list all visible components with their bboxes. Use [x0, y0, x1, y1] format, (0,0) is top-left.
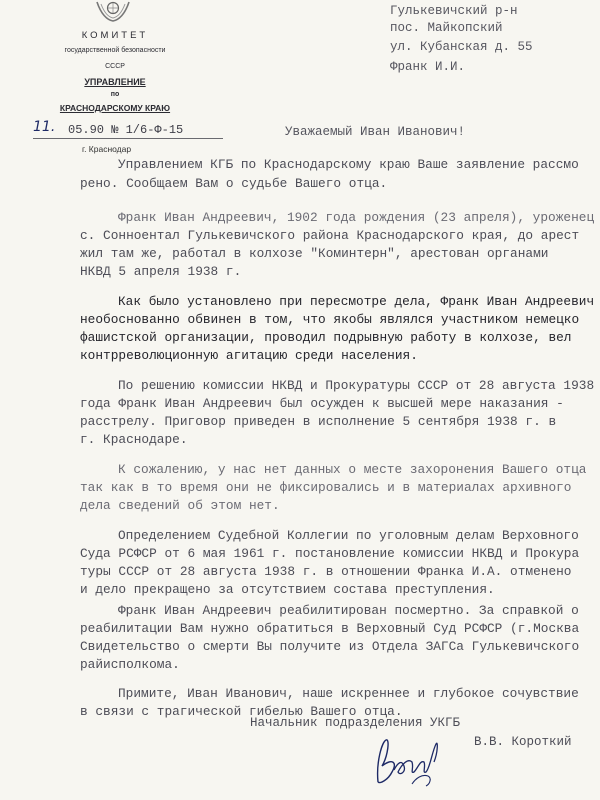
body-line: Франк Иван Андреевич, 1902 года рождения (23 апреля), уроженец [118, 210, 595, 225]
letterhead-security: государственной безопасности [64, 47, 166, 54]
body-line: и дело прекращено за отсутствием состава преступления. [80, 582, 495, 597]
body-line: жил там же, работал в колхозе "Коминтерн", арестован органами [80, 246, 549, 261]
handwritten-signature [372, 722, 447, 794]
letterhead-region: КРАСНОДАРСКОМУ КРАЮ [59, 103, 171, 113]
addressee-name: Франк И.И. [390, 60, 466, 74]
letterhead-directorate: УПРАВЛЕНИЕ [84, 77, 146, 87]
signatory-name: В.В. Короткий [474, 735, 572, 749]
body-line: Управлением КГБ по Краснодарскому краю Ваше заявление рассмо [118, 157, 579, 172]
body-line: По решению комиссии НКВД и Прокуратуры СССР от 28 августа 1938 [118, 378, 595, 393]
body-line: в связи с трагической гибелью Вашего отца. [80, 704, 403, 719]
body-line: так как в то время они не фиксировались и в материалах архивного [80, 480, 572, 495]
body-line: Франк Иван Андреевич реабилитирован посмертно. За справкой о [118, 603, 579, 618]
body-line: райисполкома. [80, 657, 180, 672]
body-line: рено. Сообщаем Вам о судьбе Вашего отца. [80, 176, 388, 191]
state-emblem-icon [93, 0, 133, 22]
body-line: г. Краснодаре. [80, 432, 188, 447]
body-line: с. Сонноентал Гулькевичского района Краснодарского края, до арест [80, 228, 580, 243]
body-line: туры СССР от 28 августа 1938 г. в отношении Франка И.А. отменено [80, 564, 572, 579]
body-line: реабилитации Вам нужно обратиться в Верховный Суд РСФСР (г.Москва [80, 621, 580, 636]
body-line: К сожалению, у нас нет данных о месте захоронения Вашего отца [118, 462, 587, 477]
signatory-title: Начальник подразделения УКГБ [250, 716, 461, 730]
body-line: Определением Судебной Коллегии по уголовным делам Верховного [118, 528, 579, 543]
body-line: Свидетельство о смерти Вы получите из Отдела ЗАГСа Гулькевичского [80, 639, 580, 654]
addressee-street: ул. Кубанская д. 55 [390, 40, 533, 54]
letterhead-ussr: СССР [105, 63, 125, 70]
date-day-handwritten: 11. [33, 119, 56, 135]
body-line: расстрелу. Приговор приведен в исполнение 5 сентября 1938 г. в [80, 414, 557, 429]
salutation: Уважаемый Иван Иванович! [285, 125, 466, 139]
body-line: Как было установлено при пересмотре дела, Франк Иван Андреевич [118, 294, 595, 309]
letterhead-city: г. Краснодар [82, 144, 132, 154]
date-underline [33, 138, 223, 139]
date-number-line [33, 119, 223, 141]
addressee-district: Гулькевичский р-н [390, 4, 518, 18]
body-line: дела сведений об этом нет. [80, 498, 280, 513]
body-line: контрреволюционную агитацию среди населения. [80, 348, 418, 363]
date-and-reference-number: 05.90 № 1/6-Ф-15 [68, 123, 184, 137]
body-line: Суда РСФСР от 6 мая 1961 г. постановление комиссии НКВД и Прокура [80, 546, 580, 561]
body-line: необоснованно обвинен в том, что якобы являлся участником немецко [80, 312, 580, 327]
letterhead-committee: КОМИТЕТ [81, 30, 149, 41]
body-line: НКВД 5 апреля 1938 г. [80, 264, 242, 279]
addressee-settlement: пос. Майкопский [390, 21, 503, 35]
body-line: года Франк Иван Андреевич был осужден к высшей мере наказания - [80, 396, 564, 411]
body-line: фашистской организации, проводил подрывную работу в колхозе, вел [80, 330, 572, 345]
body-line: Примите, Иван Иванович, наше искреннее и глубокое сочувствие [118, 686, 579, 701]
letterhead-po: по [110, 91, 120, 98]
